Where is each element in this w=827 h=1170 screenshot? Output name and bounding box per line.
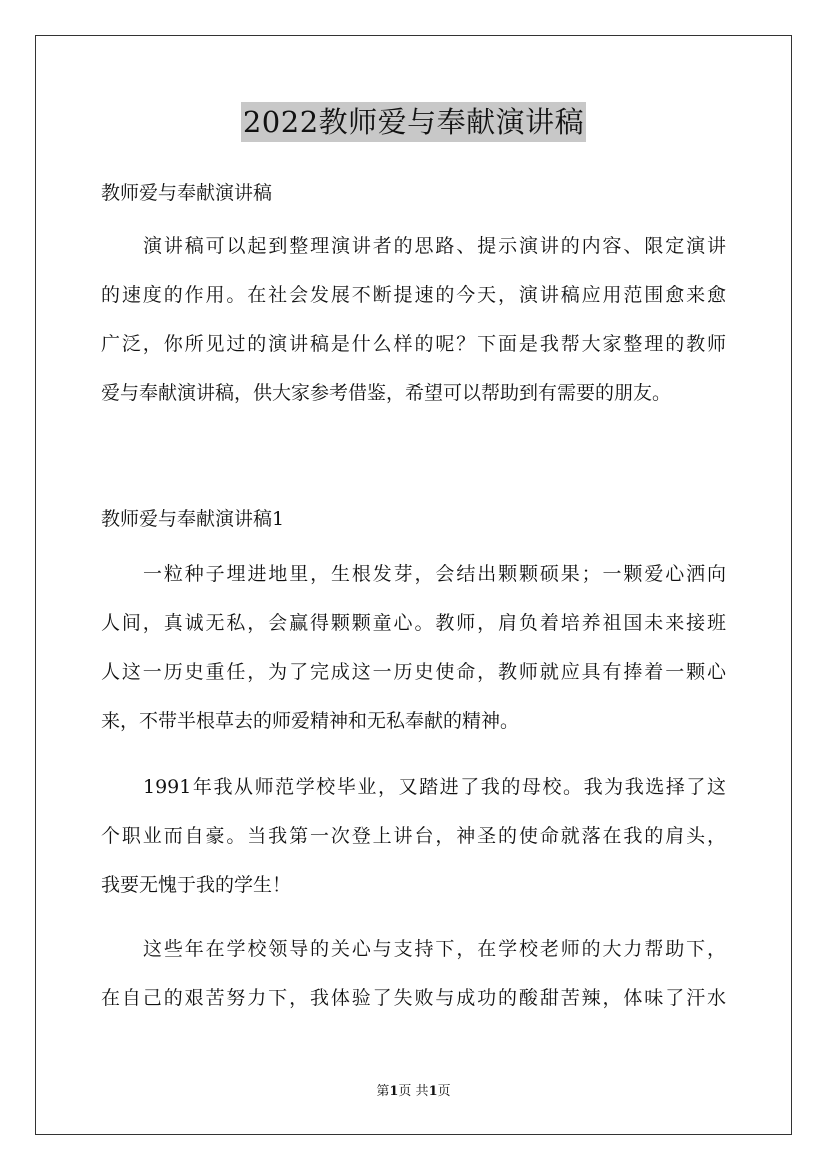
paragraph-line: 来，不带半根草去的师爱精神和无私奉献的精神。 (101, 710, 520, 732)
paragraph-line: 广泛，你所见过的演讲稿是什么样的呢？下面是我帮大家整理的教师 (101, 333, 726, 355)
title-container (0, 102, 827, 142)
page-label-mid: 页 共 (398, 1084, 429, 1099)
page-label-suffix: 页 (437, 1084, 451, 1099)
page-label-prefix: 第 (376, 1084, 390, 1099)
paragraph-line: 我要无愧于我的学生！ (101, 874, 292, 896)
paragraph-line: 爱与奉献演讲稿，供大家参考借鉴，希望可以帮助到有需要的朋友。 (101, 382, 672, 404)
paragraph-line: 人这一历史重任，为了完成这一历史使命，教师就应具有捧着一颗心 (101, 661, 726, 683)
paragraph-line: 一粒种子埋进地里，生根发芽，会结出颗颗硕果；一颗爱心洒向 (143, 563, 726, 585)
document-subtitle: 教师爱与奉献演讲稿 (101, 182, 273, 204)
intro-paragraph (101, 222, 726, 418)
section-heading: 教师爱与奉献演讲稿1 (101, 508, 285, 530)
page-number: 1 (389, 1084, 399, 1099)
paragraph-line: 的速度的作用。在社会发展不断提速的今天，演讲稿应用范围愈来愈 (101, 284, 726, 306)
page-footer (0, 1083, 827, 1101)
paragraph-line: 1991年我从师范学校毕业，又踏进了我的母校。我为我选择了这 (143, 776, 726, 798)
paragraph-2 (101, 763, 726, 910)
paragraph-1 (101, 550, 726, 746)
paragraph-line: 个职业而自豪。当我第一次登上讲台，神圣的使命就落在我的肩头， (101, 825, 726, 847)
paragraph-line: 这些年在学校领导的关心与支持下，在学校老师的大力帮助下， (143, 938, 726, 960)
page-total: 1 (428, 1084, 438, 1099)
document-title: 2022教师爱与奉献演讲稿 (241, 102, 586, 142)
paragraph-3 (101, 925, 726, 1023)
paragraph-line: 在自己的艰苦努力下，我体验了失败与成功的酸甜苦辣，体味了汗水 (101, 987, 726, 1009)
paragraph-line: 人间，真诚无私，会赢得颗颗童心。教师，肩负着培养祖国未来接班 (101, 612, 726, 634)
paragraph-line: 演讲稿可以起到整理演讲者的思路、提示演讲的内容、限定演讲 (143, 235, 726, 257)
